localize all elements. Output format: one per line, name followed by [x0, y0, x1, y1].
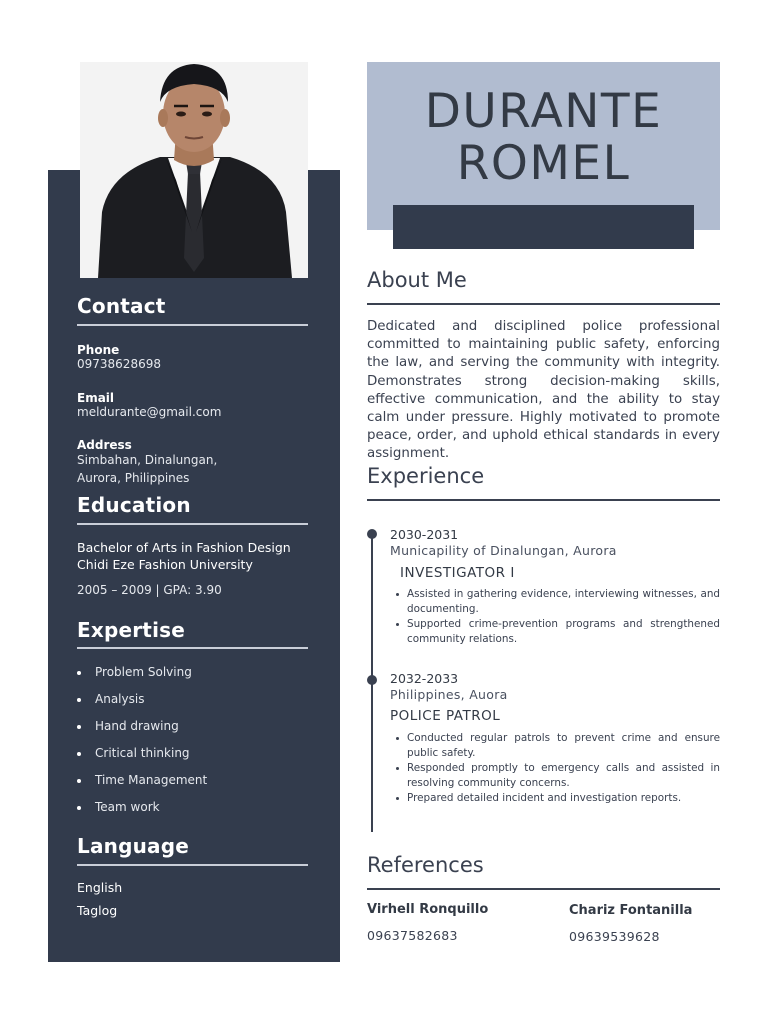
- list-item: Problem Solving: [77, 662, 308, 689]
- job-place: Philippines, Auora: [390, 687, 508, 702]
- list-item: Team work: [77, 797, 308, 824]
- name-accent-bar: [393, 205, 694, 249]
- job-bullets: [396, 731, 720, 807]
- list-item: Assisted in gathering evidence, interviewing witnesses, and documenting.: [396, 587, 720, 616]
- language-heading: Language: [77, 834, 190, 858]
- job-role: INVESTIGATOR I: [400, 565, 515, 581]
- job-years: 2032-2033: [390, 671, 459, 686]
- email-value: meldurante@gmail.com: [77, 405, 222, 419]
- list-item: Responded promptly to emergency calls and assisted in resolving community concerns.: [396, 761, 720, 790]
- list-item: Conducted regular patrols to prevent crime and ensure public safety.: [396, 731, 720, 760]
- full-name: [367, 86, 720, 190]
- reference-name: Virhell Ronquillo: [367, 902, 489, 917]
- timeline-dot: [367, 529, 377, 539]
- reference-phone: 09639539628: [569, 929, 660, 944]
- last-name: ROMEL: [456, 136, 631, 191]
- list-item: Time Management: [77, 770, 308, 797]
- address-line-1: Simbahan, Dinalungan,: [77, 453, 218, 467]
- address-label: Address: [77, 438, 132, 452]
- language-item: English: [77, 880, 123, 895]
- education-heading: Education: [77, 493, 191, 517]
- job-role: POLICE PATROL: [390, 708, 501, 724]
- contact-heading: Contact: [77, 294, 166, 318]
- expertise-list: [77, 662, 308, 824]
- list-item: Critical thinking: [77, 743, 308, 770]
- expertise-divider: [77, 647, 308, 649]
- experience-divider: [367, 499, 720, 501]
- job-place: Municapility of Dinalungan, Aurora: [390, 543, 617, 558]
- references-divider: [367, 888, 720, 890]
- language-item: Taglog: [77, 903, 118, 918]
- about-text: Dedicated and disciplined police professional committed to maintaining public safety, enforcing the law, and serving the community with integrity. Demonstrates strong decision-making skills, effective communication, and the ability to stay calm under pressure. Highly motivated to promote peace, order, and uphold ethical standards in every assignment.: [367, 319, 720, 462]
- email-label: Email: [77, 391, 115, 405]
- list-item: Analysis: [77, 689, 308, 716]
- education-school: Chidi Eze Fashion University: [77, 557, 253, 572]
- timeline-dot: [367, 675, 377, 685]
- expertise-heading: Expertise: [77, 618, 185, 642]
- phone-value: 09738628698: [77, 357, 161, 371]
- list-item: Hand drawing: [77, 716, 308, 743]
- list-item: Supported crime-prevention programs and strengthened community relations.: [396, 617, 720, 646]
- phone-label: Phone: [77, 343, 120, 357]
- reference-name: Chariz Fontanilla: [569, 903, 693, 918]
- profile-photo: [80, 62, 308, 278]
- education-degree: Bachelor of Arts in Fashion Design: [77, 540, 291, 555]
- about-divider: [367, 303, 720, 305]
- contact-divider: [77, 324, 308, 326]
- job-bullets: [396, 587, 720, 647]
- references-heading: References: [367, 853, 484, 877]
- list-item: Prepared detailed incident and investigation reports.: [396, 791, 720, 806]
- education-divider: [77, 523, 308, 525]
- experience-heading: Experience: [367, 464, 485, 488]
- about-heading: About Me: [367, 268, 467, 292]
- job-years: 2030-2031: [390, 527, 459, 542]
- first-name: DURANTE: [424, 84, 663, 139]
- address-line-2: Aurora, Philippines: [77, 471, 190, 485]
- reference-phone: 09637582683: [367, 928, 458, 943]
- education-details: 2005 – 2009 | GPA: 3.90: [77, 583, 222, 597]
- language-divider: [77, 864, 308, 866]
